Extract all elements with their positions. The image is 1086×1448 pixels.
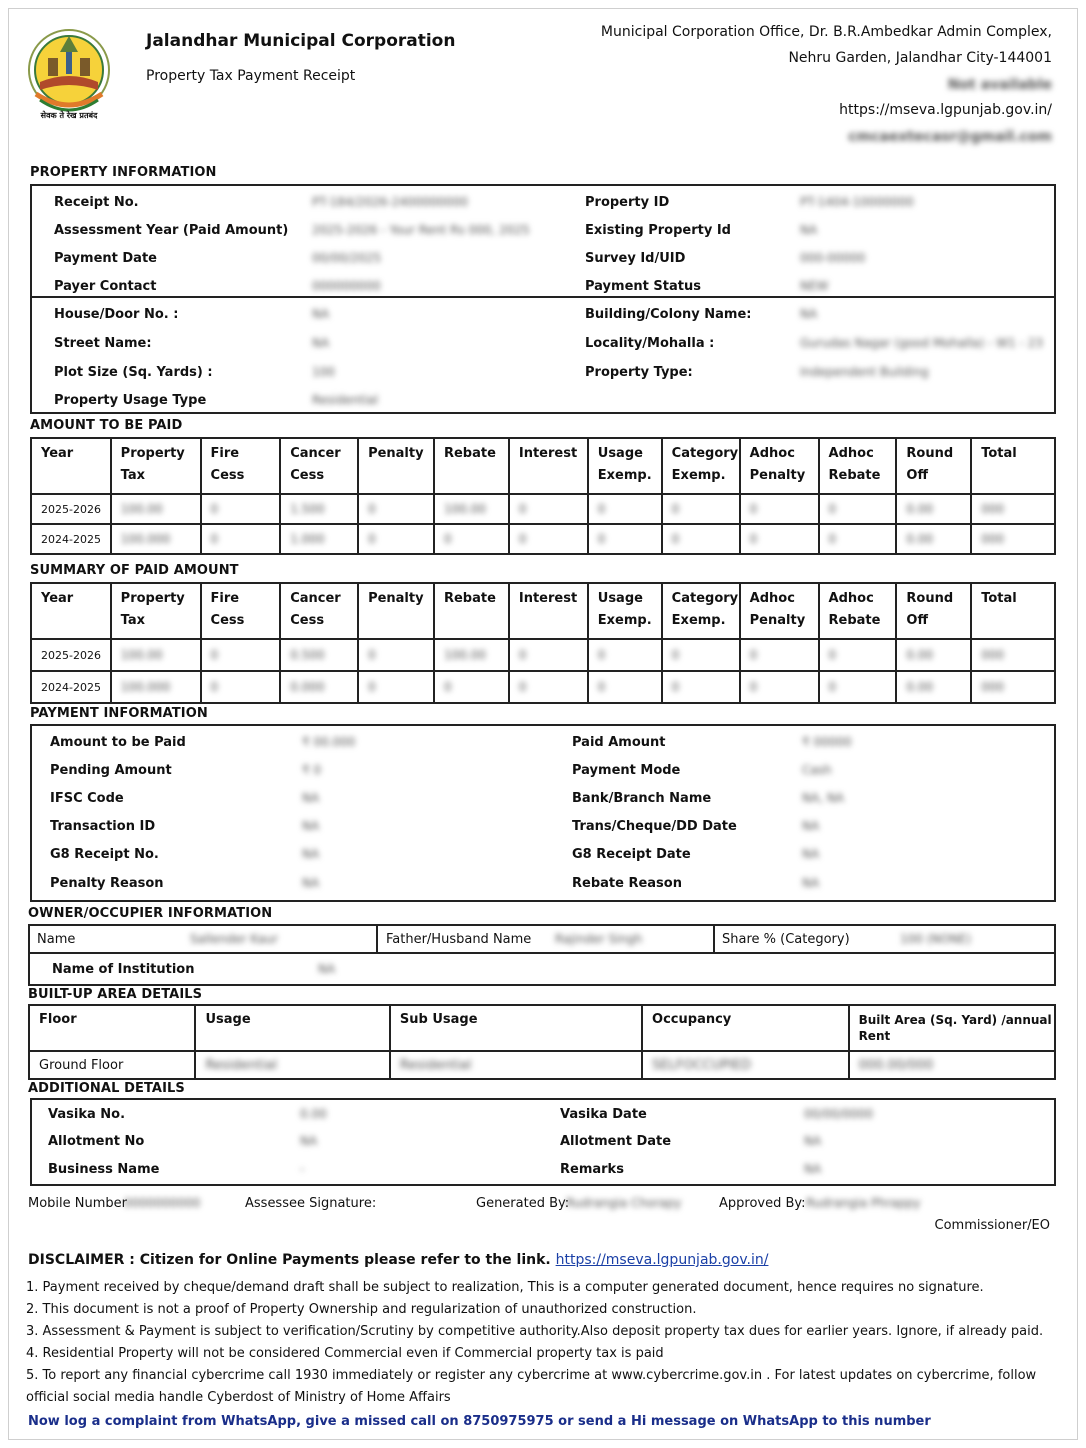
payment-label: Rebate Reason	[572, 876, 682, 891]
column-header-line1: Penalty	[368, 446, 424, 461]
share-value: 100 (NONE)	[900, 932, 972, 946]
share-label: Share % (Category)	[722, 932, 850, 947]
column-header	[358, 583, 434, 639]
additional-label: Allotment Date	[560, 1134, 672, 1149]
property-value: Gurudas Nagar (good Mohalla) - W1 - 23	[800, 336, 1043, 350]
property-label: Existing Property Id	[585, 223, 731, 238]
column-header-line2: Rebate	[828, 468, 881, 483]
payment-label: Pending Amount	[50, 763, 172, 778]
section-title-summary: SUMMARY OF PAID AMOUNT	[30, 563, 239, 578]
built-up-header: Floor	[29, 1005, 195, 1051]
payment-label: G8 Receipt Date	[572, 847, 691, 862]
mobile-label: Mobile Number	[28, 1196, 127, 1211]
additional-label: Allotment No	[48, 1134, 145, 1149]
amount-cell: 000	[971, 494, 1055, 524]
amount-cell: 0	[509, 524, 588, 554]
property-value: 00/00/2025	[312, 251, 382, 265]
column-header	[280, 583, 358, 639]
column-header	[509, 438, 588, 494]
amount-cell: 0	[819, 494, 897, 524]
property-value: PT-184/2026-2400000000	[312, 195, 468, 209]
column-header-line2: Cess	[210, 468, 245, 483]
column-header	[111, 583, 201, 639]
additional-value: NA	[804, 1134, 822, 1148]
payment-value: ₹ 0	[302, 763, 322, 777]
additional-value: NA	[300, 1134, 318, 1148]
property-value: Residential	[312, 393, 379, 407]
amount-cell: 100.00	[434, 639, 509, 671]
payment-label: G8 Receipt No.	[50, 847, 159, 862]
amount-cell: 000	[971, 524, 1055, 554]
phone-number: Not available	[947, 77, 1052, 93]
mobile-value: 0000000000	[124, 1196, 201, 1210]
built-up-table	[28, 1004, 1056, 1080]
column-header-line2: Tax	[120, 468, 146, 483]
section-title-builtup: BUILT-UP AREA DETAILS	[28, 987, 203, 1002]
payment-value: NA	[802, 819, 820, 833]
amount-cell: 0	[358, 494, 434, 524]
table-row	[29, 1051, 1055, 1079]
column-header	[358, 438, 434, 494]
column-header	[434, 583, 509, 639]
additional-label: Business Name	[48, 1162, 160, 1177]
amount-cell: 0	[358, 524, 434, 554]
signature-label: Assessee Signature:	[245, 1196, 377, 1211]
property-label: Survey Id/UID	[585, 251, 686, 266]
email-address: cmcaextecasr@gmail.com	[848, 129, 1052, 145]
column-header	[662, 583, 740, 639]
built-up-cell: SELFOCCUPIED	[642, 1051, 849, 1079]
amount-cell: 0.00	[896, 639, 971, 671]
payment-label: Bank/Branch Name	[572, 791, 712, 806]
column-header-line2: Penalty	[749, 613, 806, 628]
section-title-amount: AMOUNT TO BE PAID	[30, 418, 183, 433]
additional-value: 0.00	[300, 1107, 327, 1121]
approved-value: Rudrangia Phrappy	[806, 1196, 921, 1210]
built-up-header: Usage	[195, 1005, 389, 1051]
payment-label: Paid Amount	[572, 735, 666, 750]
property-label: Locality/Mohalla :	[585, 336, 715, 351]
property-value: NA	[312, 307, 330, 321]
payment-value: NA, NA	[802, 791, 844, 805]
property-value: 000-00000	[800, 251, 866, 265]
amount-cell: 0.00	[896, 524, 971, 554]
generated-value: Rudrangia Chorapy	[566, 1196, 682, 1210]
column-header-line1: Adhoc	[749, 446, 795, 461]
payment-value: Cash	[802, 763, 832, 777]
column-header	[509, 583, 588, 639]
column-header-line1: Round	[906, 446, 954, 461]
property-value: NA	[312, 336, 330, 350]
property-label: Property Type:	[585, 365, 693, 380]
institution-label: Name of Institution	[52, 962, 195, 977]
additional-label: Vasika Date	[560, 1107, 647, 1122]
built-up-header: Built Area (Sq. Yard) /annual Rent	[849, 1005, 1055, 1051]
column-header-line2: Cess	[210, 613, 245, 628]
amount-cell: 0.00	[896, 671, 971, 703]
amount-cell: 0	[358, 671, 434, 703]
column-header-line2: Exemp.	[597, 613, 652, 628]
additional-value: NA	[804, 1162, 822, 1176]
amount-cell: 100.000	[111, 524, 201, 554]
property-label: Payer Contact	[54, 279, 157, 294]
column-header	[740, 438, 819, 494]
commissioner-label: Commissioner/EO	[934, 1218, 1050, 1233]
year-cell: 2025-2026	[31, 639, 111, 671]
disclaimer-item: 2. This document is not a proof of Property Ownership and regularization of unauthorized construction.	[26, 1302, 697, 1317]
approved-label: Approved By:	[719, 1196, 806, 1211]
amount-cell: 100.00	[434, 494, 509, 524]
owner-divider-1	[376, 924, 378, 954]
column-header-line2: Tax	[120, 613, 146, 628]
column-header-line2: Rebate	[828, 613, 881, 628]
payment-value: NA	[302, 819, 320, 833]
disclaimer-item: 5. To report any financial cybercrime call 1930 immediately or register any cybercrime at www.cybercrime.gov.in . For latest updates on cybercrime, follow	[26, 1368, 1037, 1383]
org-name: Jalandhar Municipal Corporation	[146, 31, 456, 51]
column-header	[662, 438, 740, 494]
amount-cell: 0.000	[280, 671, 358, 703]
amount-cell: 0	[740, 524, 819, 554]
column-header	[201, 583, 281, 639]
property-value: 000000000	[312, 279, 381, 293]
built-up-header: Occupancy	[642, 1005, 849, 1051]
doc-title: Property Tax Payment Receipt	[146, 68, 356, 84]
payment-label: Penalty Reason	[50, 876, 164, 891]
built-up-cell: Residential	[195, 1051, 389, 1079]
payment-label: Amount to be Paid	[50, 735, 186, 750]
built-up-cell: 000.00/000	[849, 1051, 1055, 1079]
amount-cell: 0.00	[896, 494, 971, 524]
payment-label: Payment Mode	[572, 763, 681, 778]
website-link[interactable]: https://mseva.lgpunjab.gov.in/	[839, 102, 1052, 118]
owner-name-value: Sallender Kaur	[190, 932, 278, 946]
disclaimer-item: 3. Assessment & Payment is subject to verification/Scrutiny by competitive authority.Also deposit property tax dues for earlier years. Ignore, if already paid.	[26, 1324, 1044, 1339]
disclaimer-heading	[28, 1252, 768, 1268]
owner-divider-2	[713, 924, 715, 954]
payment-value: NA	[302, 791, 320, 805]
amount-cell: 100.00	[111, 494, 201, 524]
amount-cell: 0	[509, 639, 588, 671]
amount-cell: 1.500	[280, 494, 358, 524]
additional-value: -	[300, 1162, 305, 1176]
father-name-label: Father/Husband Name	[386, 932, 532, 947]
amount-cell: 0	[662, 494, 740, 524]
section-title-payment: PAYMENT INFORMATION	[30, 706, 208, 721]
amount-cell: 0	[358, 639, 434, 671]
amount-cell: 0	[740, 639, 819, 671]
whatsapp-notice: Now log a complaint from WhatsApp, give a missed call on 8750975975 or send a Hi message on WhatsApp to this number	[28, 1414, 931, 1429]
column-header	[31, 438, 111, 494]
disclaimer-item: 4. Residential Property will not be considered Commercial even if Commercial property tax is paid	[26, 1346, 664, 1361]
column-header-line1: Rebate	[443, 446, 496, 461]
column-header	[588, 438, 662, 494]
additional-box	[30, 1098, 1056, 1186]
column-header	[588, 583, 662, 639]
payment-value: NA	[302, 847, 320, 861]
column-header-line2: Exemp.	[671, 613, 726, 628]
disclaimer-item: official social media handle Cyberdost of Ministry of Home Affairs	[26, 1390, 451, 1405]
summary-paid-table	[30, 582, 1056, 704]
year-cell: 2024-2025	[31, 524, 111, 554]
column-header-line2: Penalty	[749, 468, 806, 483]
column-header	[740, 583, 819, 639]
property-value: Independent Building	[800, 365, 929, 379]
property-label: House/Door No. :	[54, 307, 179, 322]
property-label: Assessment Year (Paid Amount)	[54, 223, 289, 238]
father-name-value: Rajinder Singh	[555, 932, 643, 946]
year-cell: 2024-2025	[31, 671, 111, 703]
column-header	[434, 438, 509, 494]
additional-label: Remarks	[560, 1162, 624, 1177]
property-value: NEW	[800, 279, 829, 293]
property-value: 100	[312, 365, 335, 379]
amount-cell: 0	[201, 639, 281, 671]
column-header-line1: Fire	[210, 446, 240, 461]
amount-cell: 0	[662, 524, 740, 554]
amount-cell: 0	[819, 524, 897, 554]
column-header-line1: Interest	[518, 591, 578, 606]
corporation-logo	[26, 24, 112, 130]
amount-cell: 0	[662, 639, 740, 671]
column-header-line1: Category	[671, 446, 739, 461]
institution-value: NA	[318, 962, 336, 976]
column-header-line2: Cess	[290, 613, 325, 628]
column-header-line2: Off	[906, 613, 928, 628]
amount-cell: 1.000	[280, 524, 358, 554]
payment-label: Trans/Cheque/DD Date	[572, 819, 737, 834]
property-label: Receipt No.	[54, 195, 139, 210]
amount-cell: 000	[971, 671, 1055, 703]
column-header	[111, 438, 201, 494]
column-header-line1: Interest	[518, 446, 578, 461]
property-label: Payment Status	[585, 279, 701, 294]
payment-info-box	[30, 724, 1056, 902]
payment-value: NA	[802, 847, 820, 861]
amount-cell: 0	[662, 671, 740, 703]
generated-label: Generated By:	[476, 1196, 570, 1211]
property-label: Street Name:	[54, 336, 152, 351]
property-value: PT-1404-10000000	[800, 195, 914, 209]
additional-value: 00/00/0000	[804, 1107, 874, 1121]
column-header	[31, 583, 111, 639]
column-header-line1: Penalty	[368, 591, 424, 606]
column-header-line1: Round	[906, 591, 954, 606]
column-header-line1: Adhoc	[828, 446, 874, 461]
column-header-line2: Exemp.	[671, 468, 726, 483]
disclaimer-item: 1. Payment received by cheque/demand draft shall be subject to realization, This is a computer generated document, hence requires no signature.	[26, 1280, 984, 1295]
owner-name-label: Name	[37, 932, 76, 947]
amount-cell: 0	[819, 639, 897, 671]
amount-cell: 0	[201, 494, 281, 524]
column-header-line1: Category	[671, 591, 739, 606]
column-header-line1: Year	[41, 591, 74, 606]
disclaimer-link[interactable]: https://mseva.lgpunjab.gov.in/	[555, 1252, 769, 1268]
section-title-property: PROPERTY INFORMATION	[30, 165, 217, 180]
column-header	[971, 583, 1055, 639]
column-header	[896, 438, 971, 494]
amount-cell: 100.00	[111, 639, 201, 671]
column-header-line2: Cess	[290, 468, 325, 483]
amount-cell: 100.000	[111, 671, 201, 703]
address-line1: Municipal Corporation Office, Dr. B.R.Ambedkar Admin Complex,	[600, 24, 1052, 40]
amount-cell: 0	[740, 494, 819, 524]
amount-cell: 0	[201, 671, 281, 703]
column-header	[819, 438, 897, 494]
section-title-owner: OWNER/OCCUPIER INFORMATION	[28, 906, 273, 921]
column-header-line1: Year	[41, 446, 74, 461]
payment-value: NA	[802, 876, 820, 890]
property-value: 2025-2026 - Your Rent Rs 000, 2025	[312, 223, 530, 237]
amount-cell: 0	[588, 524, 662, 554]
column-header	[280, 438, 358, 494]
payment-value: NA	[302, 876, 320, 890]
payment-label: Transaction ID	[50, 819, 156, 834]
amount-cell: 0	[434, 671, 509, 703]
section-title-additional: ADDITIONAL DETAILS	[28, 1081, 185, 1096]
column-header-line1: Adhoc	[828, 591, 874, 606]
column-header-line1: Adhoc	[749, 591, 795, 606]
column-header-line1: Property	[120, 591, 185, 606]
amount-cell: 0	[819, 671, 897, 703]
property-value: NA	[800, 223, 818, 237]
built-up-cell: Ground Floor	[29, 1051, 195, 1079]
payment-label: IFSC Code	[50, 791, 124, 806]
year-cell: 2025-2026	[31, 494, 111, 524]
property-label: Building/Colony Name:	[585, 307, 752, 322]
column-header	[971, 438, 1055, 494]
table-row	[31, 671, 1055, 703]
amount-cell: 0	[201, 524, 281, 554]
column-header	[896, 583, 971, 639]
property-value: NA	[800, 307, 818, 321]
property-label: Property Usage Type	[54, 393, 207, 408]
column-header-line2: Exemp.	[597, 468, 652, 483]
column-header-line1: Usage	[597, 446, 643, 461]
built-up-cell: Residential	[390, 1051, 642, 1079]
column-header-line1: Total	[981, 446, 1017, 461]
built-up-header: Sub Usage	[390, 1005, 642, 1051]
amount-cell: 0.500	[280, 639, 358, 671]
additional-label: Vasika No.	[48, 1107, 126, 1122]
disclaimer-heading-text: DISCLAIMER : Citizen for Online Payments please refer to the link.	[28, 1252, 551, 1268]
column-header-line1: Cancer	[290, 446, 341, 461]
column-header-line1: Property	[120, 446, 185, 461]
payment-value: ₹ 00000	[802, 735, 852, 749]
payment-value: ₹ 00.000	[302, 735, 356, 749]
column-header-line1: Cancer	[290, 591, 341, 606]
property-label: Plot Size (Sq. Yards) :	[54, 365, 213, 380]
amount-cell: 000	[971, 639, 1055, 671]
column-header-line1: Total	[981, 591, 1017, 606]
column-header-line1: Rebate	[443, 591, 496, 606]
amount-cell: 0	[740, 671, 819, 703]
amount-cell: 0	[588, 639, 662, 671]
table-row	[31, 494, 1055, 524]
table-row	[31, 639, 1055, 671]
amount-cell: 0	[434, 524, 509, 554]
amount-cell: 0	[509, 671, 588, 703]
column-header-line2: Off	[906, 468, 928, 483]
column-header-line1: Usage	[597, 591, 643, 606]
amount-to-be-paid-table	[30, 437, 1056, 555]
property-label: Payment Date	[54, 251, 157, 266]
column-header	[819, 583, 897, 639]
property-label: Property ID	[585, 195, 670, 210]
table-row	[31, 524, 1055, 554]
address-line2: Nehru Garden, Jalandhar City-144001	[788, 50, 1052, 66]
logo-motto: सेवक ते रेख प्रतबंद	[40, 111, 98, 120]
amount-cell: 0	[509, 494, 588, 524]
column-header	[201, 438, 281, 494]
column-header-line1: Fire	[210, 591, 240, 606]
amount-cell: 0	[588, 671, 662, 703]
amount-cell: 0	[588, 494, 662, 524]
